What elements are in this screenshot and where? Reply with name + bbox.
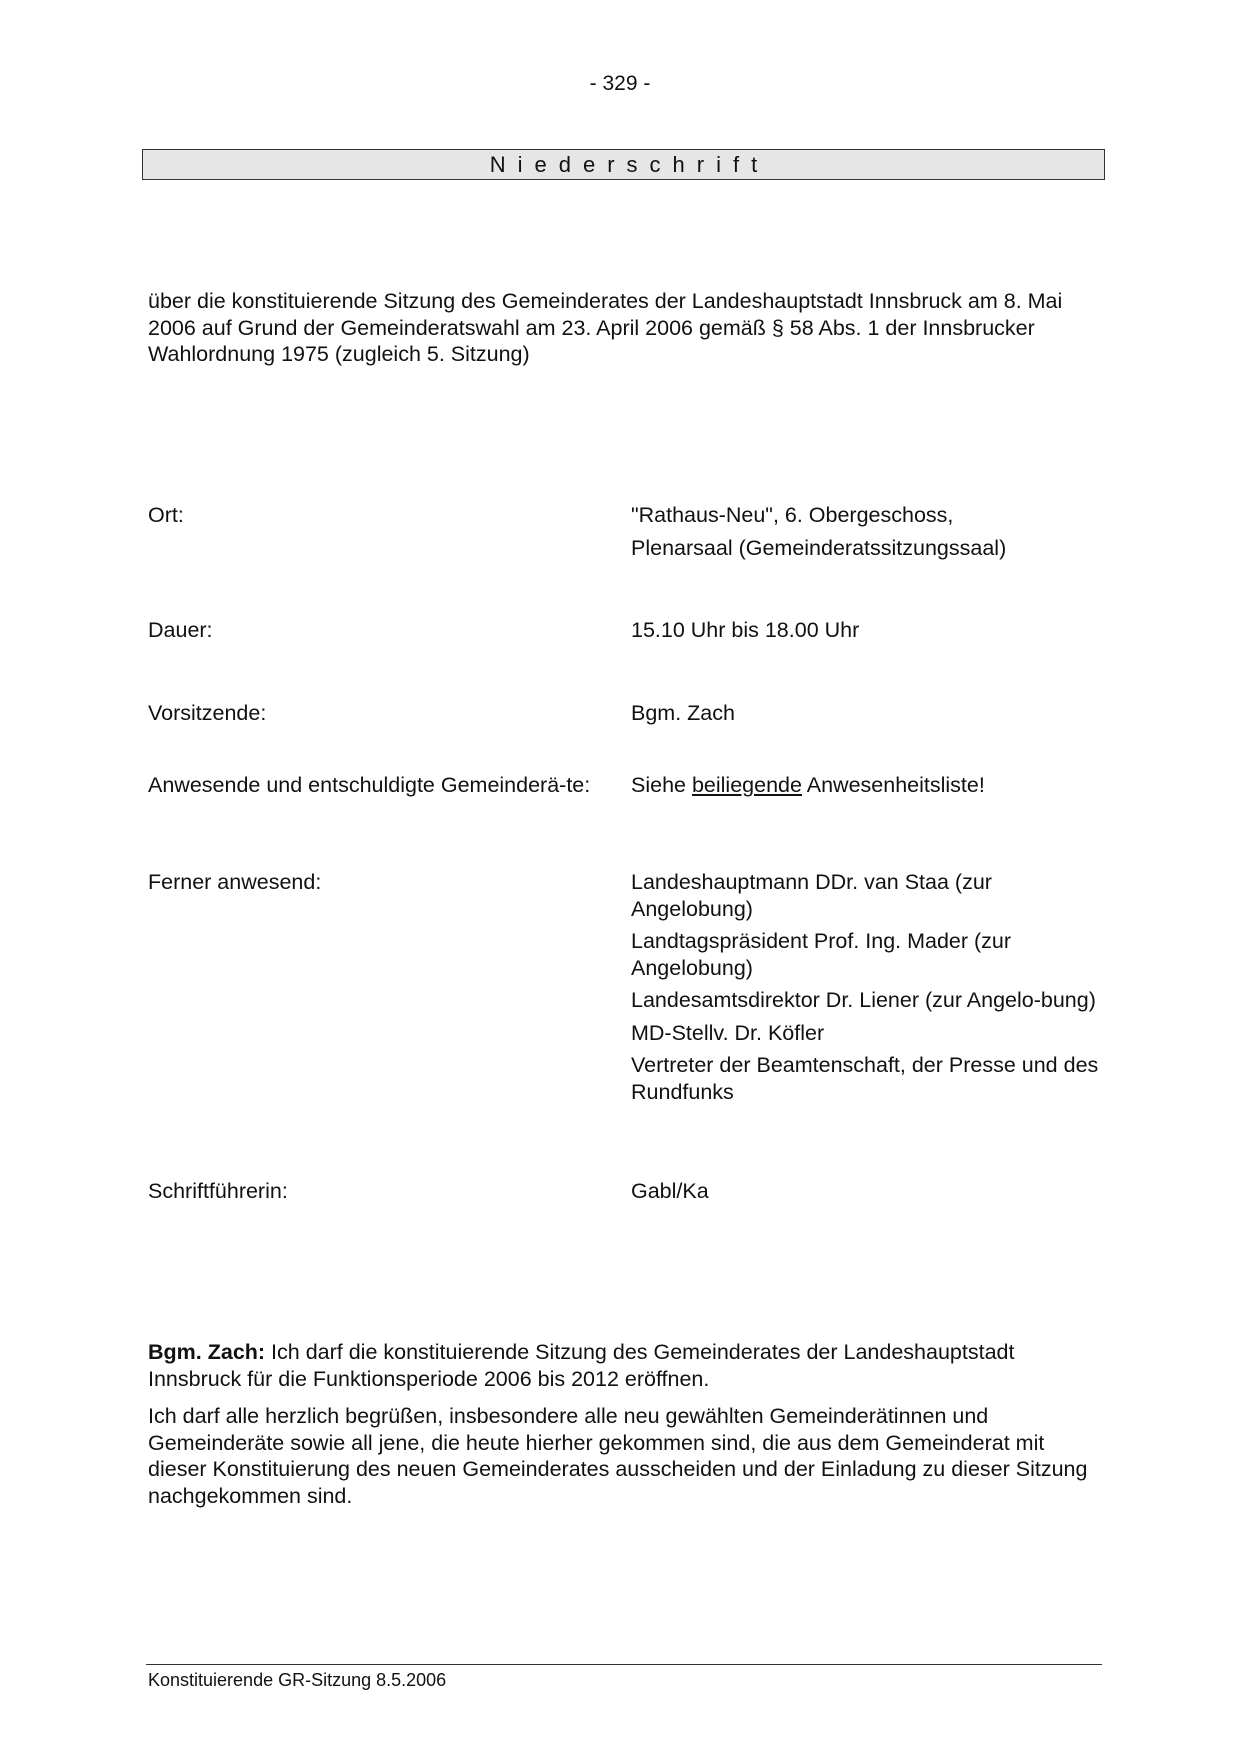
list-item: Landtagspräsident Prof. Ing. Mader (zur Angelobung) [631,929,1012,980]
speech-paragraph-2: Ich darf alle herzlich begrüßen, insbesondere alle neu gewählten Gemeinderätinnen und Gemeinderäte sowie all jene, die heute hierher gekommen sind, die aus dem Gemeinderat mit dieser Konstituierung des neuen Gemeinderates ausscheiden und der Einladung zu dieser Sitzung nachgekommen sind. [148,1404,1088,1508]
speaker-name: Bgm. Zach: [148,1340,266,1364]
ferner-list [631,869,1101,1111]
list-item: Landeshauptmann DDr. van Staa (zur Angelobung) [631,870,992,921]
vorsitz-label: Vorsitzende: [148,701,267,725]
ort-line-1: "Rathaus-Neu", 6. Obergeschoss, [631,503,954,527]
footer-text: Konstituierende GR-Sitzung 8.5.2006 [148,1670,447,1690]
schrift-value: Gabl/Ka [631,1179,709,1203]
list-item: Vertreter der Beamtenschaft, der Presse und des Rundfunks [631,1053,1099,1104]
dauer-label: Dauer: [148,618,213,642]
list-item: MD-Stellv. Dr. Köfler [631,1020,825,1045]
list-item: Landesamtsdirektor Dr. Liener (zur Angelo-bung) [631,988,1096,1012]
ort-value [631,499,1101,565]
intro-paragraph: über die konstituierende Sitzung des Gemeinderates der Landeshauptstadt Innsbruck am 8. Mai 2006 auf Grund der Gemeinderatswahl am 23. April 2006 gemäß § 58 Abs. 1 der Innsbrucker Wahlordnung 1975 (zugleich 5. Sitzung) [148,289,1063,366]
speech-paragraph-1 [148,1339,1098,1392]
anwesend-value [631,772,1101,799]
page-number: - 329 - [589,72,651,95]
dauer-value: 15.10 Uhr bis 18.00 Uhr [631,618,860,642]
schrift-label: Schriftführerin: [148,1179,288,1203]
vorsitz-value: Bgm. Zach [631,701,735,725]
ferner-label: Ferner anwesend: [148,870,322,894]
speech-section [148,1339,1098,1520]
anwesend-suffix: Anwesenheitsliste! [801,773,985,797]
document-title: Niederschrift [142,149,1105,180]
footer-divider [146,1664,1102,1665]
attendance-list-link: beiliegende [691,773,802,797]
ort-line-2: Plenarsaal (Gemeinderatssitzungssaal) [631,536,1007,560]
speech-text-1: Ich darf die konstituierende Sitzung des Gemeinderates der Landeshauptstadt Innsbruck für die Funktionsperiode 2006 bis 2012 eröffnen. [148,1340,1015,1391]
anwesend-prefix: Siehe [631,773,692,797]
anwesend-label: Anwesende und entschuldigte Gemeinderä-te: [148,773,591,797]
ort-label: Ort: [148,503,184,527]
